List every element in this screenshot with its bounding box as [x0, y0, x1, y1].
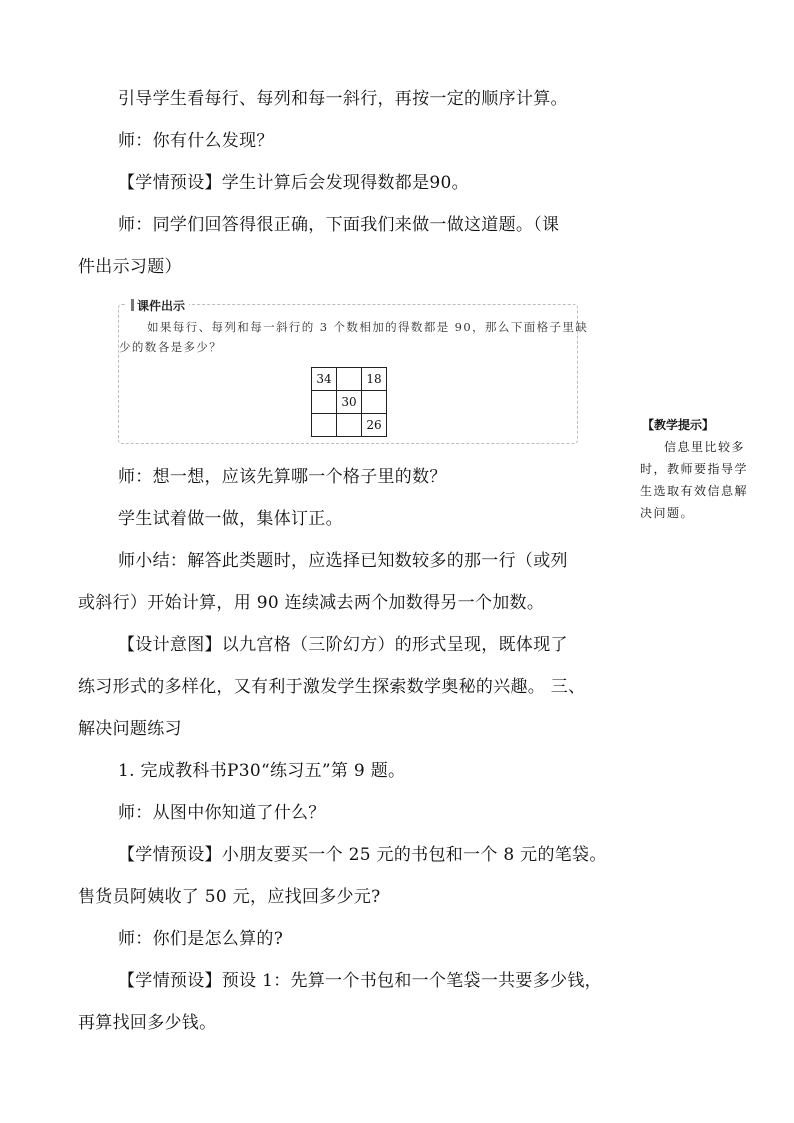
grid-cell	[312, 391, 337, 414]
paragraph-line: 售货员阿姨收了 50 元，应找回多少元?	[78, 887, 381, 907]
paragraph-line: 再算找回多少钱。	[78, 1013, 217, 1033]
paragraph-line: 或斜行）开始计算，用 90 连续减去两个加数得另一个加数。	[78, 593, 545, 613]
paragraph-line: 【设计意图】以九宫格（三阶幻方）的形式呈现，既体现了	[118, 635, 568, 655]
paragraph-line: 师：同学们回答得很正确，下面我们来做一做这道题。（课	[118, 215, 560, 235]
paragraph-line: 【学情预设】预设 1：先算一个书包和一个笔袋一共要多少钱，	[118, 971, 602, 991]
paragraph-line: 件出示习题）	[78, 257, 182, 277]
question-line-2: 少的数各是多少？	[119, 340, 223, 354]
grid-cell	[362, 391, 387, 414]
grid-cell	[337, 414, 362, 437]
tag-bar-icon	[131, 299, 134, 311]
grid-cell: 30	[337, 391, 362, 414]
section-heading: 解决问题练习	[78, 719, 182, 739]
grid-cell	[337, 368, 362, 391]
paragraph-line: 师：从图中你知道了什么？	[118, 803, 326, 823]
teaching-tip	[640, 414, 760, 524]
paragraph-line: 师：想一想，应该先算哪一个格子里的数？	[118, 467, 447, 487]
paragraph-line: 师小结：解答此类题时，应选择已知数较多的那一行（或列	[118, 551, 568, 571]
paragraph-line: 1. 完成教科书P30“练习五”第 9 题。	[118, 761, 406, 781]
grid-cell: 26	[362, 414, 387, 437]
grid-cell: 18	[362, 368, 387, 391]
paragraph-line: 练习形式的多样化，又有利于激发学生探索数学奥秘的兴趣。 三、	[78, 677, 586, 697]
paragraph-line: 学生试着做一做，集体订正。	[118, 509, 343, 529]
paragraph-line: 师：你有什么发现？	[118, 131, 274, 151]
paragraph-line: 【学情预设】学生计算后会发现得数都是90。	[118, 173, 469, 193]
grid-cell	[312, 414, 337, 437]
grid-cell: 34	[312, 368, 337, 391]
magic-square-grid	[311, 367, 387, 437]
paragraph-line: 师：你们是怎么算的?	[118, 929, 284, 949]
teaching-tip-title: 【教学提示】	[642, 418, 715, 432]
courseware-card	[118, 299, 589, 444]
courseware-question	[119, 317, 589, 357]
teaching-tip-body: 信息里比较多时，教师要指导学生选取有效信息解决问题。	[640, 440, 749, 520]
paragraph-line: 【学情预设】小朋友要买一个 25 元的书包和一个 8 元的笔袋。	[118, 845, 607, 865]
courseware-tag: 课件出示	[127, 297, 189, 314]
question-line-1: 如果每行、每列和每一斜行的 3 个数相加的得数都是 90，那么下面格子里缺	[147, 320, 589, 334]
paragraph-line: 引导学生看每行、每列和每一斜行，再按一定的顺序计算。	[118, 89, 568, 109]
